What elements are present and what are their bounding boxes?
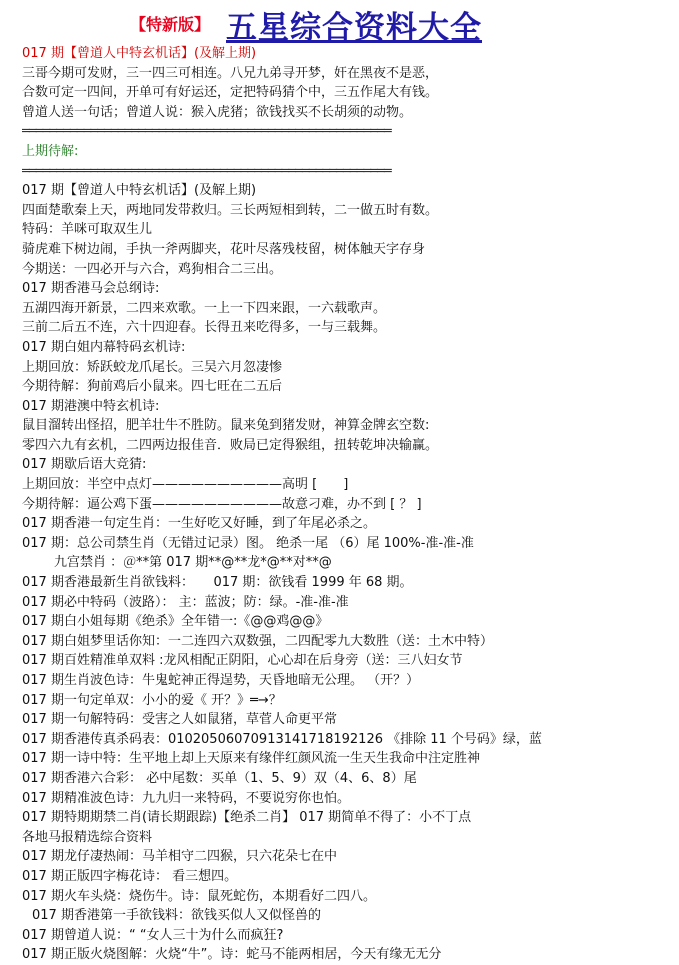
text-line: 上期回放：半空中点灯——————————高明 [ ] [22,477,349,493]
text-line: ══════════════════════════════════════════════════════ [22,163,391,179]
page-header [0,0,679,44]
text-line: 017 期白姐内幕特码玄机诗: [22,339,186,355]
text-line: 017 期白小姐每期《绝杀》全年错一:《@@鸡@@》 [22,614,329,630]
text-line: 017 期生肖波色诗：牛鬼蛇神正得逞势，天昏地暗无公理。 （开？） [22,673,420,688]
text-line: 曾道人送一句话；曾道人说：猴入虎猪；欲钱找买不长胡须的动物。 [22,104,413,120]
text-line: 今期待解：逼公鸡下蛋——————————故意刁难，办不到 [ ？ ] [22,496,422,512]
text-line: 特码：羊咪可取双生儿 [22,222,153,238]
text-line: 017 期百姓精准单双料 :龙风相配正阴阳，心心却在后身旁（送：三八妇女节 [22,653,463,669]
text-line: 017 期一诗中特：生平地上却上天原来有缘伴红颜风流一生天生我命中注定胜神 [22,751,480,767]
text-line: 五湖四海开新景，二四来欢歌。一上一下四来跟，一六载歌声。 [22,300,387,316]
text-line: 骑虎难下树边闹，手执一斧两脚夹，花叶尽落残枝留，树体触天字存身 [22,241,426,257]
text-line: 017 期香港一句定生肖：一生好吃又好睡，到了年尾必杀之。 [22,516,376,532]
text-line: 017 期白姐梦里话你知：一二连四六双数强，二四配零九大数胜（送：土木中特） [22,633,493,649]
text-line: 今期待解：狗前鸡后小鼠来。四七旺在二五后 [22,379,283,395]
text-line: 017 期正版四字梅花诗： 看三想四。 [22,868,238,884]
text-line: 四面楚歌秦上天，两地同发带救归。三长两短相到转，二一做五时有数。 [22,202,439,218]
text-line: 017 期歇后语大竞猜: [22,457,147,473]
text-line: 017 期香港最新生肖欲钱料： 017 期：欲钱看 1999 年 68 期。 [22,575,413,591]
text-line: 017 期【曾道人中特玄机话】(及解上期) [22,46,257,61]
text-line: 017 期曾道人说：“ “女人三十为什么而疯狂? [22,927,284,943]
text-line: 三前二后五不连，六十四迎春。长得丑来吃得多，一与三载舞。 [22,320,387,336]
text-line: 上期待解: [22,143,79,159]
text-line: 今期送：一四必开与六合，鸡狗相合二三出。 [22,261,283,277]
text-line: 零四六九有玄机，二四两边报佳音．败局已定得猴组，扭转乾坤决输赢。 [22,437,439,453]
text-line: 017 期香港马会总纲诗: [22,281,160,297]
text-line: 017 期：总公司禁生肖（无错过记录）图。 绝杀一尾 （6）尾 100%-准-准-准 [22,535,474,551]
text-line: 017 期精准波色诗：九九归一来特码，不要说穷你也怕。 [22,790,350,806]
text-line: 017 期港澳中特玄机诗: [22,398,160,414]
text-line: 017 期香港第一手欲钱料：欲钱买似人又似怪兽的 [32,908,321,924]
text-line: 017 期龙仔凄热闹：马羊相守二四猴，只六花朵七在中 [22,849,337,865]
text-line: 017 期一句定单双：小小的爱《 开？》═→？ [22,692,282,708]
text-line: 017 期正版火烧图解：火烧“牛”。诗：蛇马不能两相居，今天有缘无无分 [22,947,442,963]
text-line: 017 期香港传真杀码表：010205060709131417181921​26 《排除 11 个号码》绿，蓝 [22,731,542,747]
text-line: ══════════════════════════════════════════════════════ [22,124,391,140]
text-line: 017 期【曾道人中特玄机话】(及解上期) [22,183,257,199]
text-line: 017 期火车头烧：烧伤牛。诗：鼠死蛇伤，本期看好二四八。 [22,888,376,904]
page-title[interactable]: 五星综合资料大全 [226,10,482,46]
text-line: 017 期必中特码（波路）： 主：蓝波；防：绿。-准-准-准 [22,594,349,610]
text-line: 三哥今期可发财，三一四三可相连。八兄九弟寻开梦，奸在黑夜不是恶， [22,65,439,81]
text-line: 017 期香港六合彩： 必中尾数：买单（1、5、9）双（4、6、8）尾 [22,770,417,786]
text-line: 上期回放：矫跃蛟龙爪尾长。三吴六月忽凄惨 [22,359,283,375]
text-line: 017 期一句解特码：受害之人如鼠猪，草菅人命更平常 [22,712,337,728]
text-line: 鼠目溜转出怪招，肥羊壮牛不胜防。鼠来兔到猪发财，神算金牌玄空数: [22,418,430,434]
article-body [22,44,674,965]
text-line: 九宫禁肖 ：＠**第 017 期**@**龙*@**对**@ [54,555,332,571]
text-line: 017 期特期期禁二肖(请长期跟踪)【绝杀二肖】 017 期简单不得了：小不丁点 [22,810,472,826]
text-line: 合数可定一四间，开单可有好运还，定把特码猜个中，三五作尾大有钱。 [22,85,439,101]
text-line: 各地马报精选综合资料 [22,829,153,845]
edition-badge: 【特新版】 [130,15,211,34]
